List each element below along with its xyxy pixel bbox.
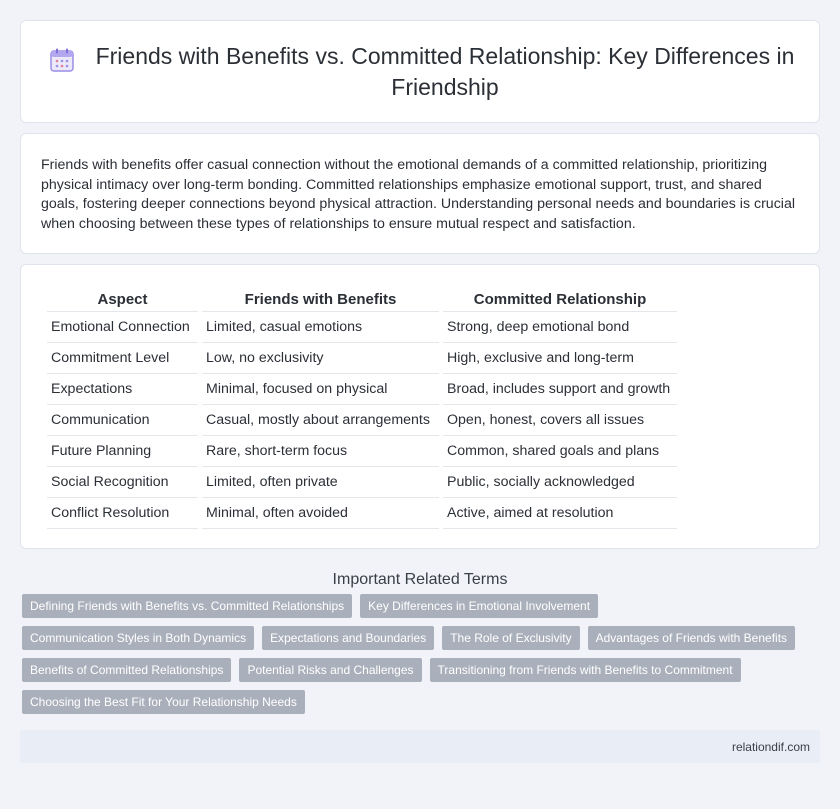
header-friends-with-benefits: Friends with Benefits	[202, 287, 439, 312]
table-cell: Conflict Resolution	[47, 498, 198, 529]
table-cell: Limited, often private	[202, 467, 439, 498]
related-term-tag[interactable]: Advantages of Friends with Benefits	[588, 626, 795, 650]
related-term-tag[interactable]: Expectations and Boundaries	[262, 626, 434, 650]
table-cell: Social Recognition	[47, 467, 198, 498]
comparison-card	[20, 264, 820, 549]
table-cell: Public, socially acknowledged	[443, 467, 677, 498]
related-terms-title: Important Related Terms	[332, 571, 508, 588]
table-cell: Future Planning	[47, 436, 198, 467]
related-term-tag[interactable]: The Role of Exclusivity	[442, 626, 579, 650]
related-terms-list	[20, 594, 820, 714]
table-cell: Minimal, focused on physical	[202, 374, 439, 405]
table-cell: Expectations	[47, 374, 198, 405]
related-term-tag[interactable]: Defining Friends with Benefits vs. Committed Relationships	[22, 594, 352, 618]
table-cell: Emotional Connection	[47, 312, 198, 343]
table-row	[47, 343, 677, 374]
table-cell: Open, honest, covers all issues	[443, 405, 677, 436]
table-row	[47, 467, 677, 498]
table-cell: Commitment Level	[47, 343, 198, 374]
table-cell: Limited, casual emotions	[202, 312, 439, 343]
table-cell: Strong, deep emotional bond	[443, 312, 677, 343]
table-cell: Communication	[47, 405, 198, 436]
related-term-tag[interactable]: Potential Risks and Challenges	[239, 658, 421, 682]
table-cell: Rare, short-term focus	[202, 436, 439, 467]
table-row	[47, 374, 677, 405]
table-cell: Active, aimed at resolution	[443, 498, 677, 529]
table-cell: Common, shared goals and plans	[443, 436, 677, 467]
header-committed-relationship: Committed Relationship	[443, 287, 677, 312]
header-aspect: Aspect	[47, 287, 198, 312]
related-term-tag[interactable]: Key Differences in Emotional Involvement	[360, 594, 598, 618]
footer	[20, 730, 820, 763]
related-term-tag[interactable]: Transitioning from Friends with Benefits to Commitment	[430, 658, 741, 682]
related-term-tag[interactable]: Communication Styles in Both Dynamics	[22, 626, 254, 650]
footer-site-link[interactable]: relationdif.com	[731, 739, 810, 754]
intro-card	[20, 133, 820, 254]
table-cell: Casual, mostly about arrangements	[202, 405, 439, 436]
related-term-tag[interactable]: Benefits of Committed Relationships	[22, 658, 231, 682]
page-title: Friends with Benefits vs. Committed Relationship: Key Differences in Friendship	[95, 42, 795, 100]
table-cell: High, exclusive and long-term	[443, 343, 677, 374]
intro-text: Friends with benefits offer casual connection without the emotional demands of a committed relationship, prioritizing physical intimacy over long-term bonding. Committed relationships emphasize emotional support, trust, and shared goals, fostering deeper connections beyond physical attraction. Understanding personal needs and boundaries is crucial when choosing between these types of relationships to ensure mutual respect and satisfaction.	[41, 157, 795, 232]
table-cell: Low, no exclusivity	[202, 343, 439, 374]
table-cell: Minimal, often avoided	[202, 498, 439, 529]
table-row	[47, 498, 677, 529]
related-term-tag[interactable]: Choosing the Best Fit for Your Relationship Needs	[22, 690, 305, 714]
table-header-row	[47, 287, 677, 312]
comparison-table	[43, 287, 681, 529]
table-cell: Broad, includes support and growth	[443, 374, 677, 405]
table-row	[47, 405, 677, 436]
table-row	[47, 312, 677, 343]
table-row	[47, 436, 677, 467]
calendar-icon	[49, 47, 75, 73]
header-card	[20, 20, 820, 123]
